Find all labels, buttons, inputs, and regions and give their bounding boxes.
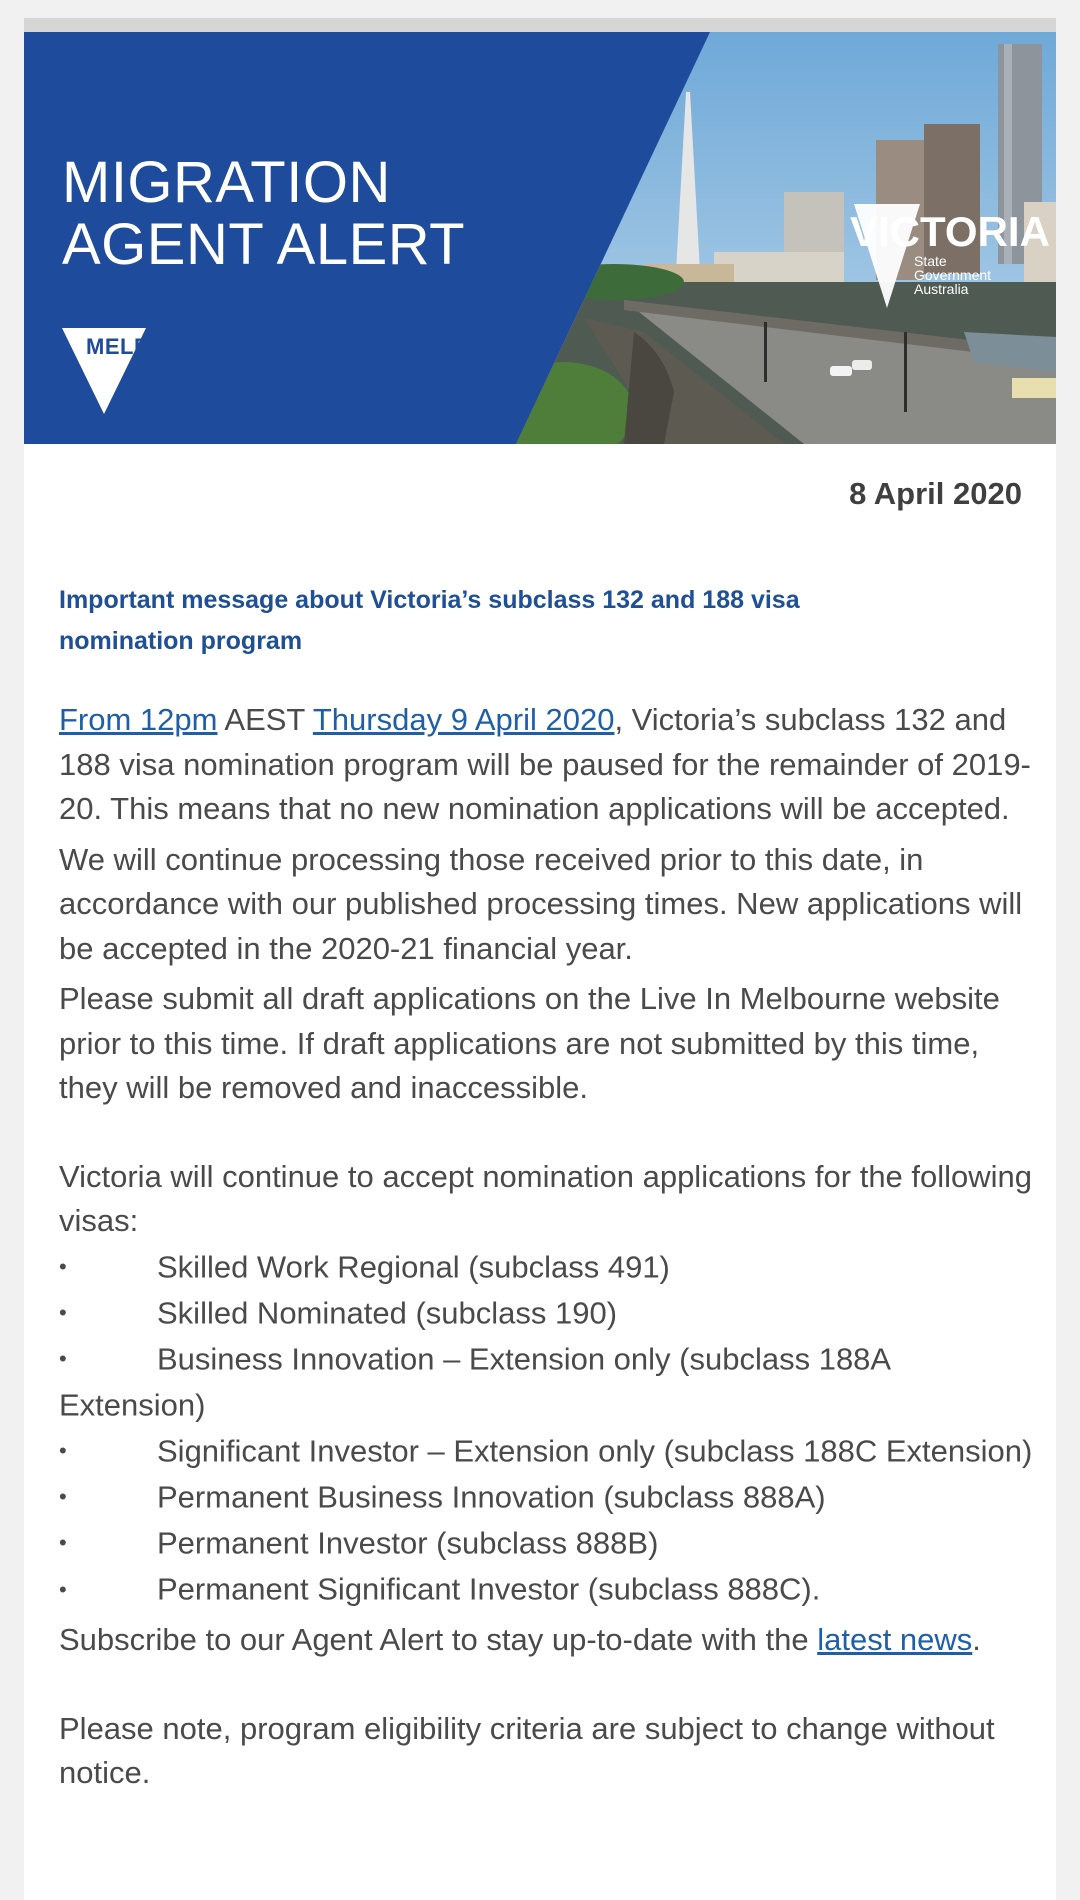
paragraph-subscribe <box>59 1618 1044 1663</box>
paragraph-pause-notice <box>59 698 1044 832</box>
melbourne-logo-text: MELBOURNE <box>86 334 233 359</box>
list-item: • Significant Investor – Extension only (subclass 188C Extension) <box>59 1428 1044 1474</box>
victoria-logo-subtext <box>914 254 991 296</box>
subscribe-text: Subscribe to our Agent Alert to stay up-to-date with the <box>59 1622 818 1657</box>
visa-list <box>59 1244 1044 1613</box>
email-body <box>59 698 1044 1796</box>
bullet-icon: • <box>59 1300 67 1326</box>
alert-headline: Important message about Victoria’s subclass 132 and 188 visa nomination program <box>59 586 800 655</box>
email-card <box>24 18 1056 1900</box>
list-item: • Skilled Nominated (subclass 190) <box>59 1290 1044 1336</box>
banner-title-line1: MIGRATION <box>62 150 391 215</box>
header-banner <box>24 32 1056 444</box>
bullet-icon: • <box>59 1438 67 1464</box>
thursday-date-link[interactable]: Thursday 9 April 2020 <box>312 702 615 737</box>
alert-date: 8 April 2020 <box>849 476 1022 511</box>
aest-text: AEST <box>217 702 313 737</box>
paragraph-processing: We will continue processing those received prior to this date, in accordance with our published processing times. New applications will be accepted in the 2020-21 financial year. <box>59 841 1023 966</box>
paragraph-disclaimer: Please note, program eligibility criteria are subject to change without notice. <box>59 1710 995 1790</box>
banner-title-line2: AGENT ALERT <box>62 212 466 277</box>
bullet-icon: • <box>59 1346 67 1372</box>
list-item: • Permanent Significant Investor (subclass 888C). <box>59 1566 1044 1612</box>
victoria-sub-line2: Government <box>914 267 992 283</box>
paragraph-continue: Victoria will continue to accept nomination applications for the following visas: <box>59 1158 1033 1238</box>
victoria-sub-line1: State <box>914 253 947 269</box>
paragraph-drafts: Please submit all draft applications on the Live In Melbourne website prior to this time. If draft applications are not submitted by this time, they will be removed and inaccessible. <box>59 981 1000 1105</box>
banner-title <box>62 152 465 276</box>
bullet-icon: • <box>59 1576 67 1602</box>
subscribe-end: . <box>972 1622 981 1657</box>
bullet-icon: • <box>59 1484 67 1510</box>
latest-news-link[interactable]: latest news <box>817 1622 973 1657</box>
list-item: • Permanent Investor (subclass 888B) <box>59 1520 1044 1566</box>
list-item: • Business Innovation – Extension only (subclass 188A Extension) <box>59 1336 1044 1428</box>
bullet-icon: • <box>59 1530 67 1556</box>
victoria-logo-text: VICTORIA <box>850 208 1050 255</box>
pause-notice-text: , Victoria’s subclass 132 and 188 visa nomination program will be paused for the remainder of 2019-20. This means that no new nomination applications will be accepted. <box>59 702 1031 826</box>
list-item: • Skilled Work Regional (subclass 491) <box>59 1244 1044 1290</box>
list-item: • Permanent Business Innovation (subclass 888A) <box>59 1474 1044 1520</box>
victoria-sub-line3: Australia <box>914 281 969 297</box>
bullet-icon: • <box>59 1254 67 1280</box>
from-12pm-link[interactable]: From 12pm <box>59 702 218 737</box>
